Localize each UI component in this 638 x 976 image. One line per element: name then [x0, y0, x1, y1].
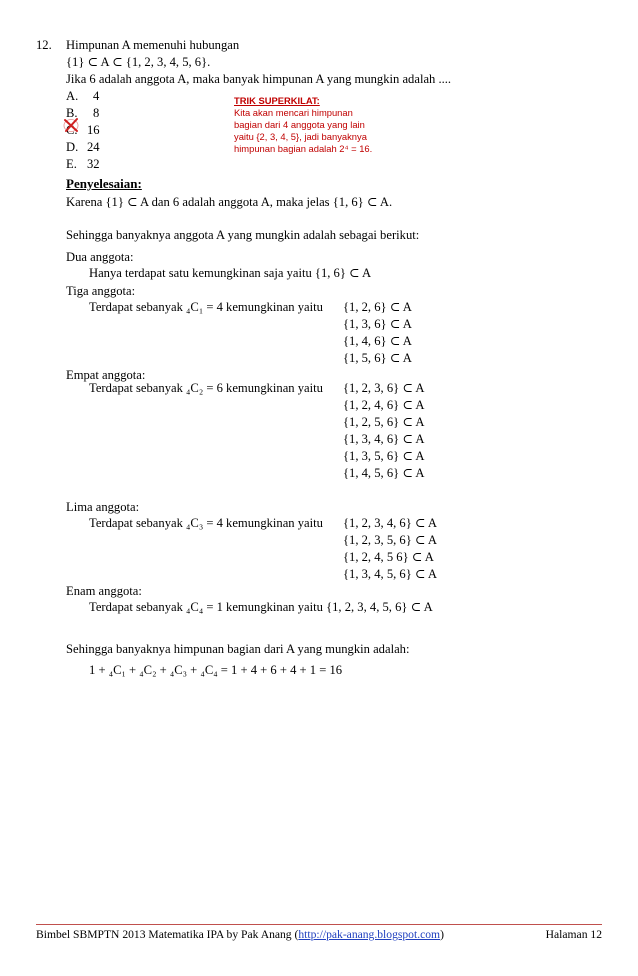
set-item: {1, 2, 3, 4, 6} ⊂ A	[343, 516, 438, 530]
footer-paren: )	[440, 928, 444, 941]
tiga-label: Tiga anggota:	[66, 284, 136, 298]
trik-line: bagian dari 4 anggota yang lain	[234, 119, 365, 130]
conclusion-text: Sehingga banyaknya himpunan bagian dari A yang mungkin adalah:	[66, 642, 410, 656]
dua-text: Hanya terdapat satu kemungkinan saja yaitu {1, 6} ⊂ A	[89, 266, 372, 280]
set-item: {1, 3, 4, 6} ⊂ A	[343, 432, 425, 446]
empat-text: Terdapat sebanyak ₄C₂ = 6 kemungkinan yaitu	[89, 381, 323, 395]
trik-line: yaitu {2, 3, 4, 5}, jadi banyaknya	[234, 131, 367, 142]
option-letter: B.	[66, 106, 78, 120]
footer-divider	[36, 924, 602, 925]
trik-title: TRIK SUPERKILAT:	[234, 95, 320, 106]
set-item: {1, 2, 5, 6} ⊂ A	[343, 415, 425, 429]
set-item: {1, 2, 4, 5 6} ⊂ A	[343, 550, 434, 564]
set-item: {1, 2, 6} ⊂ A	[343, 300, 412, 314]
question-number: 12.	[36, 38, 52, 52]
set-item: {1, 3, 4, 5, 6} ⊂ A	[343, 567, 438, 581]
empat-label: Empat anggota:	[66, 368, 146, 382]
solution-heading: Penyelesaian:	[66, 176, 142, 191]
lima-label: Lima anggota:	[66, 500, 140, 514]
trik-superkilat-box	[234, 95, 372, 155]
enam-label: Enam anggota:	[66, 584, 142, 598]
footer-left	[36, 928, 444, 941]
option-value: 4	[93, 89, 100, 103]
question-line-3: Jika 6 adalah anggota A, maka banyak himpunan A yang mungkin adalah ....	[66, 72, 452, 86]
option-letter: A.	[66, 89, 79, 103]
option-letter: C.	[66, 123, 78, 137]
option-letter: D.	[66, 140, 79, 154]
solution-intro: Karena {1} ⊂ A dan 6 adalah anggota A, maka jelas {1, 6} ⊂ A.	[66, 195, 393, 209]
set-item: {1, 4, 6} ⊂ A	[343, 334, 412, 348]
question-line-1: Himpunan A memenuhi hubungan	[66, 38, 240, 52]
enam-text: Terdapat sebanyak ₄C₄ = 1 kemungkinan yaitu {1, 2, 3, 4, 5, 6} ⊂ A	[89, 600, 433, 614]
set-item: {1, 5, 6} ⊂ A	[343, 351, 412, 365]
set-item: {1, 3, 6} ⊂ A	[343, 317, 412, 331]
dua-label: Dua anggota:	[66, 250, 134, 264]
option-value: 8	[93, 106, 100, 120]
footer-link[interactable]: http://pak-anang.blogspot.com	[298, 928, 441, 941]
set-item: {1, 4, 5, 6} ⊂ A	[343, 466, 425, 480]
lima-text: Terdapat sebanyak ₄C₃ = 4 kemungkinan yaitu	[89, 516, 323, 530]
question-line-2: {1} ⊂ A ⊂ {1, 2, 3, 4, 5, 6}.	[66, 55, 211, 69]
option-letter: E.	[66, 157, 77, 171]
page-number: Halaman 12	[545, 928, 602, 941]
trik-line: Kita akan mencari himpunan	[234, 107, 353, 118]
footer-title: Bimbel SBMPTN 2013 Matematika IPA by Pak Anang (	[36, 928, 299, 941]
tiga-text: Terdapat sebanyak ₄C₁ = 4 kemungkinan yaitu	[89, 300, 323, 314]
option-value: 24	[87, 140, 100, 154]
set-item: {1, 2, 4, 6} ⊂ A	[343, 398, 425, 412]
set-item: {1, 2, 3, 6} ⊂ A	[343, 381, 425, 395]
answer-cross-icon	[63, 117, 79, 133]
option-value: 32	[87, 157, 100, 171]
solution-lead: Sehingga banyaknya anggota A yang mungkin adalah sebagai berikut:	[66, 228, 420, 242]
trik-line: himpunan bagian adalah 2⁴ = 16.	[234, 143, 373, 154]
set-item: {1, 3, 5, 6} ⊂ A	[343, 449, 425, 463]
set-item: {1, 2, 3, 5, 6} ⊂ A	[343, 533, 438, 547]
option-value: 16	[87, 123, 100, 137]
conclusion-formula: 1 + ₄C₁ + ₄C₂ + ₄C₃ + ₄C₄ = 1 + 4 + 6 + 4 + 1 = 16	[89, 663, 343, 677]
